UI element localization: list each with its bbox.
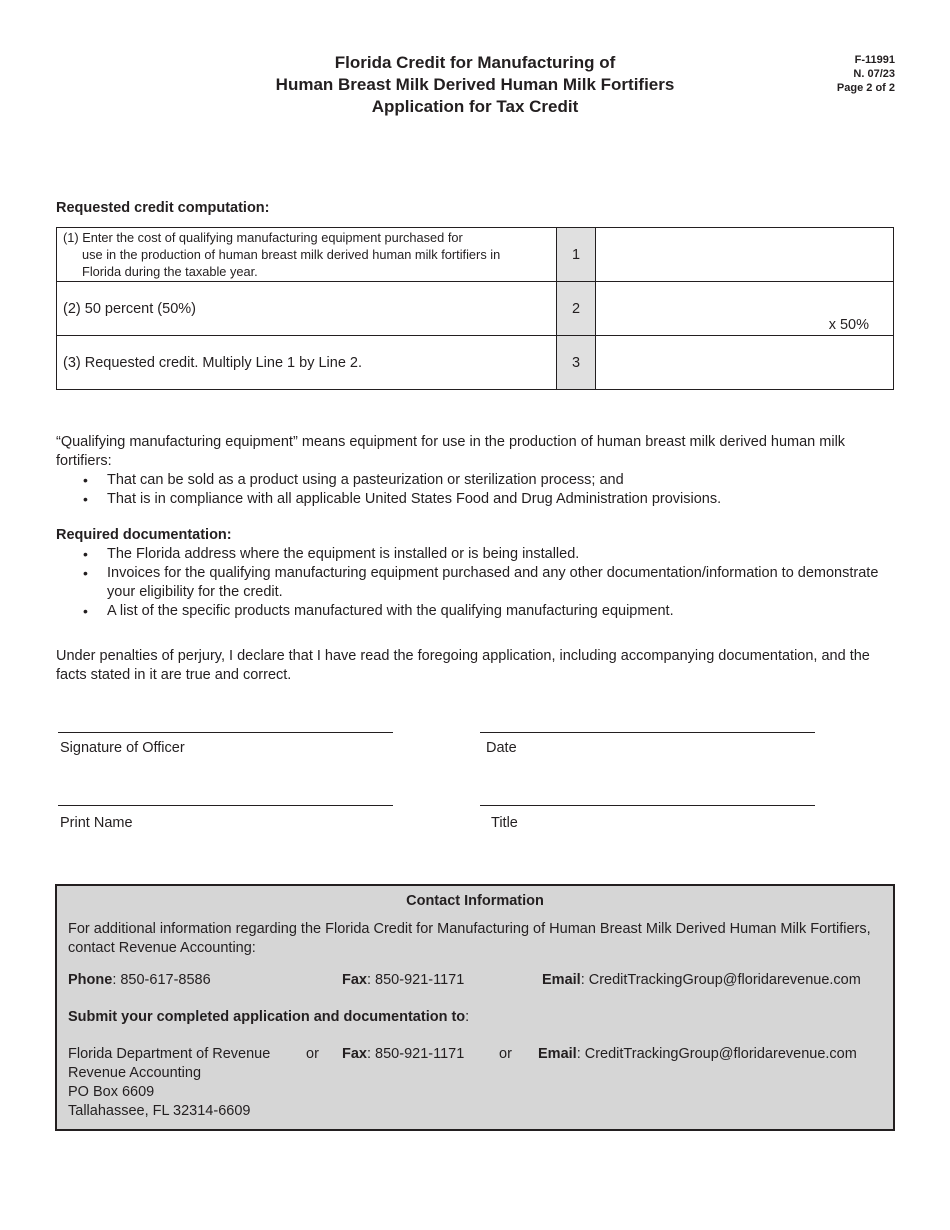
computation-row-1 — [57, 228, 894, 282]
print-name-line[interactable] — [58, 805, 393, 806]
signature-label: Signature of Officer — [60, 740, 185, 756]
or-separator: or — [499, 1046, 512, 1062]
fax-info: Fax: 850-921-1171 — [342, 972, 465, 988]
line-1-description: (1) Enter the cost of qualifying manufacturing equipment purchased for use in the production of human breast milk derived human milk fortifiers in Florida during the taxable year. — [57, 228, 557, 282]
declaration-text: Under penalties of perjury, I declare that I have read the foregoing application, including accompanying documentation, and the facts stated in it are true and correct. — [56, 648, 870, 683]
definition-intro: “Qualifying manufacturing equipment” means equipment for use in the production of human breast milk derived human milk fortifiers: — [56, 434, 846, 469]
form-title — [0, 52, 950, 118]
line-1-number: 1 — [557, 228, 596, 282]
form-identifier — [837, 53, 895, 95]
definition-list — [56, 471, 886, 509]
computation-row-2 — [57, 282, 894, 336]
percent-multiplier: x 50% — [828, 317, 869, 333]
contact-intro: For additional information regarding the Florida Credit for Manufacturing of Human Breast Milk Derived Human Milk Fortifiers, contact Revenue Accounting: — [68, 921, 871, 956]
list-item: • Invoices for the qualifying manufacturing equipment purchased and any other documentation/information to demonstrate your eligibility for the credit. — [56, 564, 886, 602]
print-name-label: Print Name — [60, 815, 133, 831]
title-label: Title — [491, 815, 518, 831]
date-line[interactable] — [480, 732, 815, 733]
computation-row-3 — [57, 336, 894, 390]
submit-heading: Submit your completed application and documentation to: — [68, 1009, 470, 1025]
title-line-1: Florida Credit for Manufacturing of — [334, 53, 616, 72]
list-item: • A list of the specific products manufactured with the qualifying manufacturing equipment. — [56, 602, 886, 621]
phone-number: : 850-617-8586 — [112, 972, 211, 988]
definition-section — [56, 433, 886, 509]
title-line-3: Application for Tax Credit — [371, 97, 579, 116]
title-line[interactable] — [480, 805, 815, 806]
mailing-address: Florida Department of Revenue Revenue Accounting PO Box 6609 Tallahassee, FL 32314-6609 — [68, 1046, 271, 1119]
page-number: Page 2 of 2 — [836, 82, 895, 94]
contact-heading: Contact Information — [406, 893, 544, 909]
submit-email: Email: CreditTrackingGroup@floridarevenue.com — [538, 1046, 857, 1062]
email-info: Email: CreditTrackingGroup@floridarevenue.com — [542, 972, 861, 988]
line-3-amount-field[interactable] — [596, 336, 894, 390]
email-address[interactable]: : CreditTrackingGroup@floridarevenue.com — [580, 972, 861, 988]
list-item: • That can be sold as a product using a pasteurization or sterilization process; and — [56, 471, 886, 490]
line-2-number: 2 — [557, 282, 596, 336]
form-number: F-11991 — [854, 54, 895, 66]
date-label: Date — [486, 740, 517, 756]
form-revision: N. 07/23 — [853, 68, 895, 80]
list-item: • The Florida address where the equipment is installed or is being installed. — [56, 545, 886, 564]
documentation-list — [56, 545, 886, 621]
contact-information-box — [55, 884, 895, 1131]
phone-info: Phone: 850-617-8586 — [68, 972, 211, 988]
line-2-description: (2) 50 percent (50%) — [57, 282, 557, 336]
list-item: • That is in compliance with all applicable United States Food and Drug Administration provisions. — [56, 490, 886, 509]
documentation-heading: Required documentation: — [56, 527, 232, 543]
computation-table — [56, 227, 894, 390]
signature-line[interactable] — [58, 732, 393, 733]
fax-number: : 850-921-1171 — [367, 972, 465, 988]
submit-fax: Fax: 850-921-1171 — [342, 1046, 465, 1062]
documentation-section — [56, 526, 886, 621]
line-3-description: (3) Requested credit. Multiply Line 1 by Line 2. — [57, 336, 557, 390]
title-line-2: Human Breast Milk Derived Human Milk Fortifiers — [275, 75, 675, 94]
line-2-amount-field[interactable] — [596, 282, 894, 336]
computation-heading: Requested credit computation: — [56, 200, 270, 216]
line-1-amount-field[interactable] — [596, 228, 894, 282]
or-separator: or — [306, 1046, 319, 1062]
line-3-number: 3 — [557, 336, 596, 390]
